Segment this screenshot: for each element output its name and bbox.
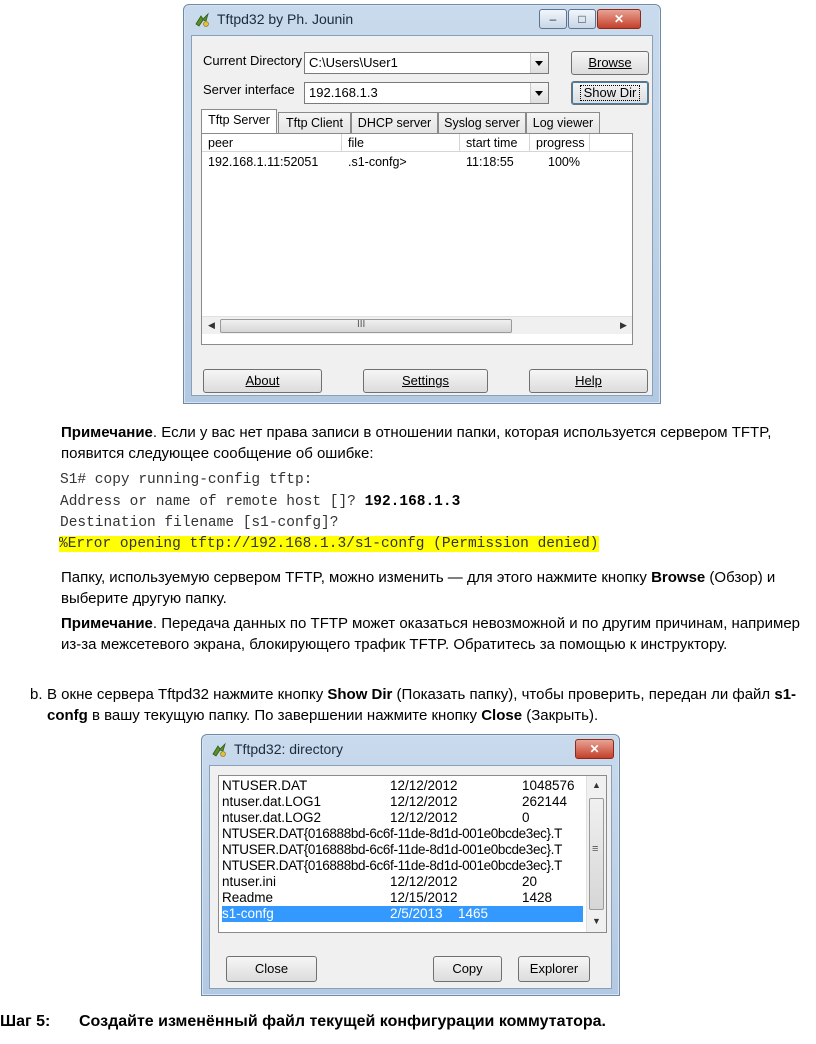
directory-window bbox=[201, 734, 620, 996]
tab-tftp-server[interactable]: Tftp Server bbox=[201, 109, 277, 133]
window-client-area bbox=[209, 765, 612, 989]
note-label: Примечание bbox=[61, 424, 153, 441]
row-progress: 100% bbox=[548, 155, 580, 169]
tab-dhcp-server[interactable]: DHCP server bbox=[351, 112, 438, 134]
close-icon: ✕ bbox=[589, 742, 600, 756]
scroll-down-icon[interactable]: ▼ bbox=[592, 916, 601, 926]
close-button[interactable]: Close bbox=[226, 956, 317, 982]
close-icon: ✕ bbox=[613, 12, 625, 26]
tab-syslog-server[interactable]: Syslog server bbox=[438, 112, 526, 134]
tab-tftp-client[interactable]: Tftp Client bbox=[278, 112, 351, 134]
transfers-listview[interactable] bbox=[201, 133, 633, 345]
code-line-2: Address or name of remote host []? 192.168.1.3 bbox=[60, 494, 461, 510]
browse-paragraph: Папку, используемую сервером TFTP, можно изменить — для этого нажмите кнопку Browse (Обзор) и выберите другую папку. bbox=[61, 569, 776, 607]
list-item[interactable]: NTUSER.DAT{016888bd-6c6f-11de-8d1d-001e0bcde3ec}.T bbox=[222, 826, 562, 841]
scroll-grip: ≡ bbox=[592, 843, 599, 855]
tftpd32-icon bbox=[211, 742, 227, 758]
column-header-progress[interactable]: progress bbox=[530, 134, 590, 152]
window-title: Tftpd32: directory bbox=[234, 741, 343, 757]
column-header-peer[interactable]: peer bbox=[202, 134, 342, 152]
title-bar bbox=[202, 735, 619, 763]
scroll-right-icon[interactable]: ▶ bbox=[620, 320, 627, 330]
list-item[interactable]: NTUSER.DAT{016888bd-6c6f-11de-8d1d-001e0bcde3ec}.T bbox=[222, 858, 562, 873]
column-header-start-time[interactable]: start time bbox=[460, 134, 530, 152]
list-item[interactable]: ntuser.ini 12/12/2012 20 bbox=[222, 874, 538, 889]
note-text: . Если у вас нет права записи в отношении папки, которая используется сервером TFTP, появится следующее сообщение об ошибке: bbox=[61, 424, 772, 462]
step-b-text: В окне сервера Tftpd32 нажмите кнопку Show Dir (Показать папку), чтобы проверить, передан ли файл s1-confg в вашу текущую папку. По завершении нажмите кнопку Close (Закрыть). bbox=[47, 686, 797, 724]
scrollbar-thumb[interactable] bbox=[220, 319, 512, 333]
scroll-left-icon[interactable]: ◀ bbox=[208, 320, 215, 330]
server-interface-combobox[interactable] bbox=[304, 82, 549, 104]
chevron-down-icon[interactable] bbox=[530, 53, 548, 73]
list-item-selected[interactable]: s1-confg 2/5/2013 1465 bbox=[222, 906, 583, 922]
title-bar bbox=[184, 5, 660, 33]
horizontal-scrollbar[interactable] bbox=[202, 316, 632, 334]
close-window-button[interactable] bbox=[575, 739, 614, 759]
current-directory-combobox[interactable] bbox=[304, 52, 549, 74]
scrollbar-thumb[interactable] bbox=[589, 798, 604, 910]
scroll-grip: III bbox=[357, 319, 366, 330]
column-header-file[interactable]: file bbox=[342, 134, 460, 152]
step5-heading bbox=[0, 1011, 816, 1032]
tftpd32-window bbox=[183, 4, 661, 404]
code-line-1: S1# copy running-config tftp: bbox=[60, 472, 313, 488]
current-directory-value: C:\Users\User1 bbox=[309, 55, 398, 70]
show-dir-button[interactable]: Show Dir bbox=[571, 81, 649, 105]
row-file: .s1-confg> bbox=[348, 155, 407, 169]
step5-text: Создайте изменённый файл текущей конфигурации коммутатора. bbox=[79, 1013, 606, 1030]
chevron-down-icon[interactable] bbox=[530, 83, 548, 103]
tab-log-viewer[interactable]: Log viewer bbox=[526, 112, 600, 134]
about-button[interactable]: About bbox=[203, 369, 322, 393]
note-permission bbox=[61, 422, 811, 464]
directory-listbox[interactable] bbox=[218, 775, 607, 933]
list-item[interactable]: ntuser.dat.LOG2 12/12/2012 0 bbox=[222, 810, 530, 825]
minimize-button[interactable] bbox=[539, 9, 567, 29]
step5-label: Шаг 5: bbox=[0, 1013, 51, 1030]
server-interface-value: 192.168.1.3 bbox=[309, 85, 378, 100]
window-client-area bbox=[191, 35, 653, 396]
maximize-icon: □ bbox=[578, 12, 586, 26]
row-peer: 192.168.1.11:52051 bbox=[208, 155, 319, 169]
row-start-time: 11:18:55 bbox=[466, 155, 514, 169]
code-ip: 192.168.1.3 bbox=[364, 494, 461, 510]
list-item[interactable]: NTUSER.DAT 12/12/2012 1048576 bbox=[222, 778, 575, 793]
list-item[interactable]: NTUSER.DAT{016888bd-6c6f-11de-8d1d-001e0bcde3ec}.T bbox=[222, 842, 562, 857]
column-header-empty bbox=[590, 134, 632, 152]
current-directory-label: Current Directory bbox=[203, 53, 302, 68]
server-interface-label: Server interface bbox=[203, 82, 295, 97]
close-window-button[interactable] bbox=[597, 9, 641, 29]
note-firewall: Примечание. Передача данных по TFTP может оказаться невозможной и по другим причинам, например из-за межсетевого экрана, блокирующего трафик TFTP. Обратитесь за помощью к инструктору. bbox=[61, 615, 801, 653]
settings-button[interactable]: Settings bbox=[363, 369, 488, 393]
list-item[interactable]: Readme 12/15/2012 1428 bbox=[222, 890, 553, 905]
note-label: Примечание bbox=[61, 615, 153, 632]
maximize-button[interactable] bbox=[568, 9, 596, 29]
tftpd32-icon bbox=[194, 12, 210, 28]
browse-button[interactable]: Browse bbox=[571, 51, 649, 75]
copy-button[interactable]: Copy bbox=[433, 956, 502, 982]
scroll-up-icon[interactable]: ▲ bbox=[592, 780, 601, 790]
code-line-3: Destination filename [s1-confg]? bbox=[60, 515, 339, 531]
explorer-button[interactable]: Explorer bbox=[518, 956, 590, 982]
code-error-line: %Error opening tftp://192.168.1.3/s1-confg (Permission denied) bbox=[59, 536, 599, 552]
window-title: Tftpd32 by Ph. Jounin bbox=[217, 11, 354, 27]
vertical-scrollbar[interactable] bbox=[586, 776, 606, 932]
list-item[interactable]: ntuser.dat.LOG1 12/12/2012 262144 bbox=[222, 794, 568, 809]
help-button[interactable]: Help bbox=[529, 369, 648, 393]
minimize-icon: ‒ bbox=[549, 12, 557, 26]
step-b-marker: b. bbox=[30, 686, 43, 703]
